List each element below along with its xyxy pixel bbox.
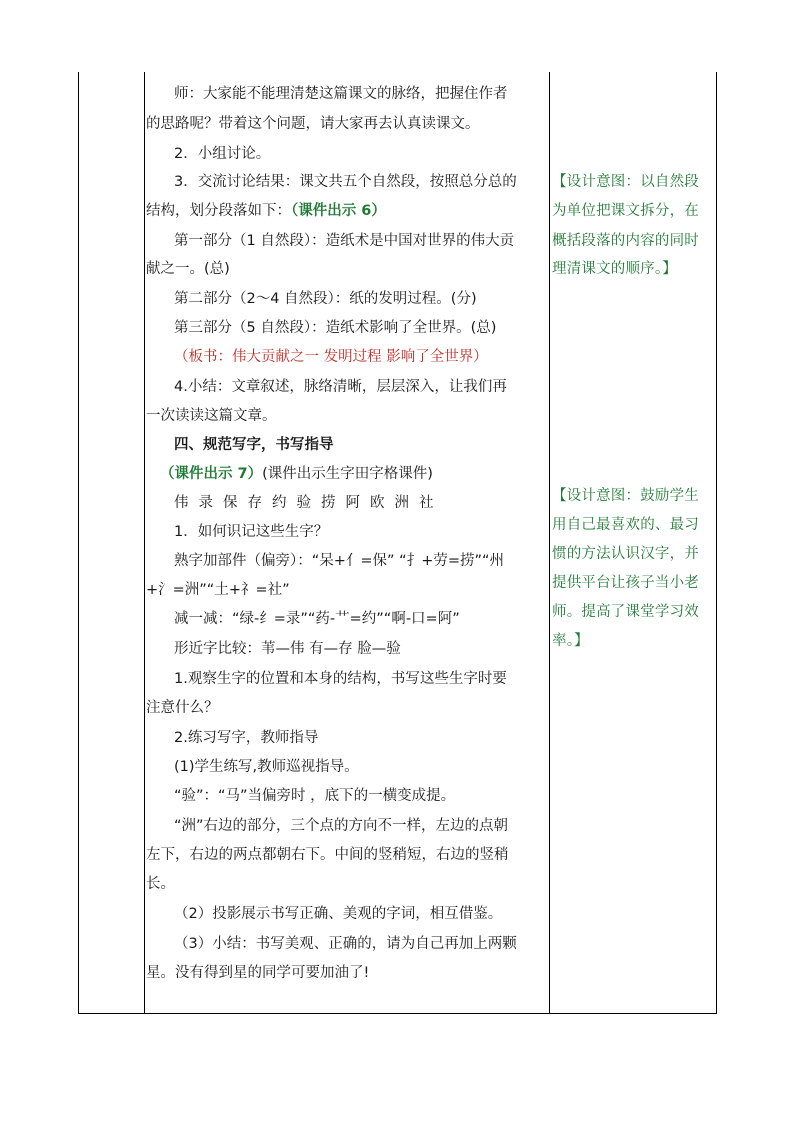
summary-line2: 一次读读这篇文章。 (146, 408, 277, 424)
new-char: 捞 (321, 495, 336, 511)
design-intent-2-line: 师。提高了课堂学习效 (552, 604, 699, 620)
table-border-col1 (144, 72, 145, 1014)
table-border-bottom (78, 1013, 717, 1014)
closing-summary-line1: （3）小结：书写美观、正确的，请为自己再加上两颗 (174, 936, 517, 952)
blackboard-note: （板书：伟大贡献之一 发明过程 影响了全世界） (174, 349, 488, 365)
design-intent-2-line: 用自己最喜欢的、最习 (552, 517, 699, 533)
courseware-ref-7: （课件出示 7） (160, 466, 263, 482)
summary-line1: 4.小结：文章叙述，脉络清晰，层层深入，让我们再 (174, 379, 507, 395)
method-add-radical-line1: 熟字加部件（偏旁）：“呆+亻=保” “扌+劳=捞”“州 (174, 553, 505, 569)
observe-line1: 1.观察生字的位置和本身的结构，书写这些生字时要 (174, 671, 507, 687)
method-subtract: 减一减：“绿-纟=录”“药-艹=约”“啊-口=阿” (174, 611, 460, 627)
design-intent-1-line: 概括段落的内容的同时 (552, 233, 699, 249)
design-intent-2-line: 【设计意图：鼓励学生 (552, 488, 699, 504)
student-practice: (1)学生练写,教师巡视指导。 (174, 759, 359, 775)
new-char: 录 (198, 495, 213, 511)
closing-summary-line2: 星。没有得到星的同学可要加油了! (146, 965, 370, 981)
new-char: 约 (272, 495, 287, 511)
design-intent-1-line: 理清课文的顺序。】 (552, 261, 678, 277)
new-char: 保 (223, 495, 238, 511)
table-border-col2 (549, 72, 550, 1014)
discussion-result-line1: 3．交流讨论结果：课文共五个自然段，按照总分总的 (174, 174, 517, 190)
new-char: 伟 (174, 495, 189, 511)
section-heading-writing: 四、规范写字，书写指导 (174, 437, 334, 453)
tip-yan: “验”：“马”当偏旁时 ，底下的一横变成提。 (174, 788, 456, 804)
new-char: 阿 (345, 495, 360, 511)
discussion-result-text: 结构，划分段落如下： (146, 203, 291, 219)
tip-zhou-line3: 长。 (146, 876, 175, 892)
design-intent-2-line: 惯的方法认识汉字，并 (552, 546, 699, 562)
design-intent-2-line: 率。】 (552, 633, 589, 649)
method-add-radical-line2: +氵=洲”“土+礻=社” (146, 582, 290, 598)
tip-zhou-line1: “洲”右边的部分，三个点的方向不一样，左边的点朝 (174, 818, 509, 834)
part-one-line2: 献之一。(总) (146, 261, 230, 277)
method-similar-chars: 形近字比较：苇—伟 有—存 脸—验 (174, 641, 401, 657)
design-intent-1-line: 【设计意图：以自然段 (552, 174, 699, 190)
projection-display: （2）投影展示书写正确、美观的字词，相互借鉴。 (174, 906, 503, 922)
observe-line2: 注意什么？ (146, 700, 219, 716)
teacher-question-line2: 的思路呢？带着这个问题，请大家再去认真读课文。 (146, 116, 480, 132)
group-discussion: 2．小组讨论。 (174, 146, 271, 162)
new-char: 存 (247, 495, 262, 511)
practice-writing: 2.练习写字，教师指导 (174, 730, 319, 746)
memorize-question: 1．如何识记这些生字？ (174, 524, 329, 540)
part-two: 第二部分（2～4 自然段）：纸的发明过程。(分) (174, 291, 477, 307)
part-three: 第三部分（5 自然段）：造纸术影响了全世界。(总) (174, 320, 497, 336)
courseware-ref-6: （课件出示 6） (291, 203, 386, 219)
new-char: 欧 (370, 495, 385, 511)
table-border-right (716, 72, 717, 1014)
discussion-result-line2 (146, 202, 386, 220)
courseware-line (160, 465, 433, 483)
table-border-left (78, 72, 79, 1014)
tip-zhou-line2: 左下，右边的两点都朝右下。中间的竖稍短，右边的竖稍 (146, 847, 509, 863)
design-intent-2-line: 提供平台让孩子当小老 (552, 575, 699, 591)
new-char: 洲 (394, 495, 409, 511)
design-intent-1-line: 为单位把课文拆分，在 (552, 203, 699, 219)
part-one-line1: 第一部分（1 自然段）：造纸术是中国对世界的伟大贡 (174, 233, 515, 249)
teacher-question-line1: 师：大家能不能理清楚这篇课文的脉络，把握住作者 (174, 86, 508, 102)
new-char: 社 (419, 495, 434, 511)
courseware-desc: (课件出示生字田字格课件) (262, 466, 433, 482)
new-char: 验 (296, 495, 311, 511)
new-characters-row (146, 494, 444, 512)
